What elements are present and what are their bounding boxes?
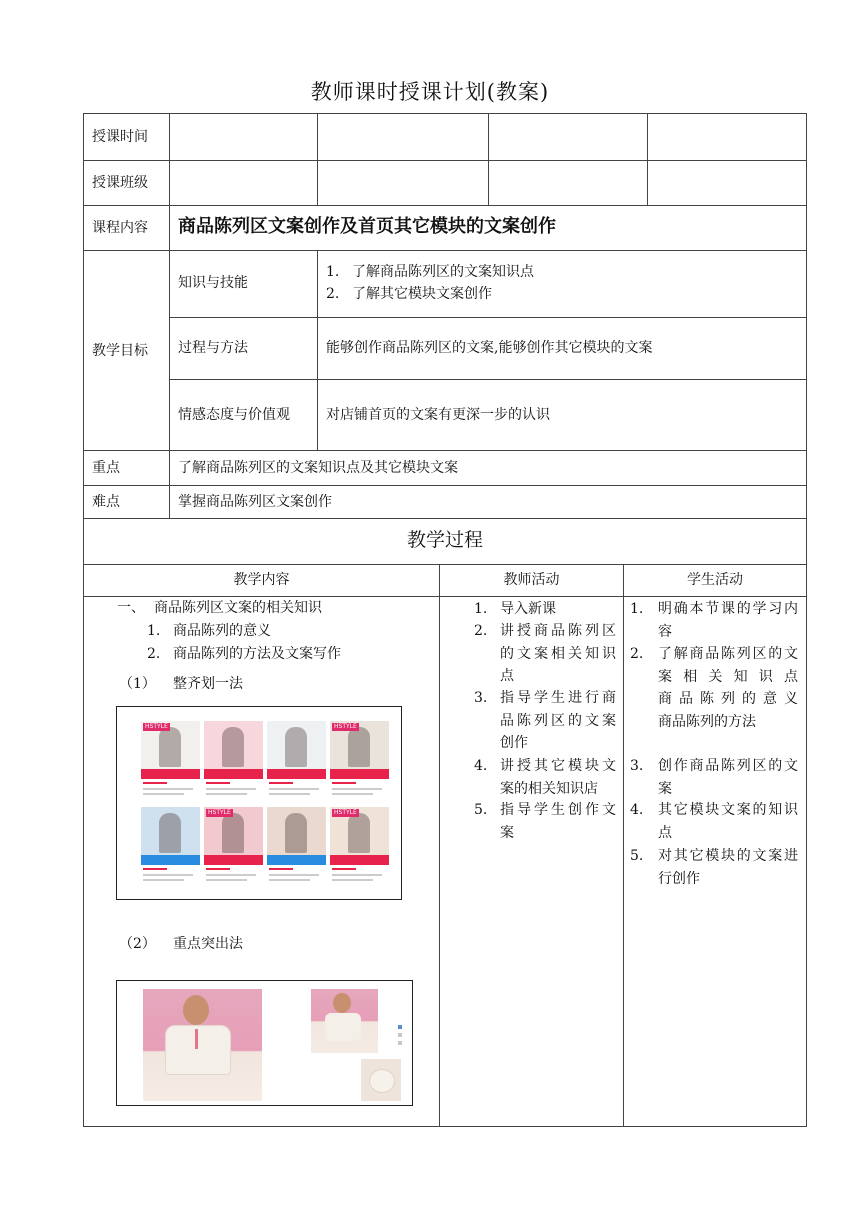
- cell-time-4: [647, 113, 807, 161]
- teacher-activity-item-3-line: 创作: [500, 735, 528, 751]
- product-tile: [267, 721, 326, 799]
- page-title: 教师课时授课计划(教案): [310, 80, 550, 104]
- brand-tag: HSTYLE: [145, 723, 168, 730]
- cell-class-2: [317, 160, 489, 206]
- method1-title: 整齐划一法: [173, 676, 243, 692]
- student-activity-item-2-line: 了解商品陈列区的文: [658, 646, 798, 662]
- brand-tag: HSTYLE: [208, 809, 231, 816]
- cell-class-4: [647, 160, 807, 206]
- process-heading: 教学过程: [406, 529, 483, 551]
- teacher-activity-item-2-line: 的文案相关知识: [500, 645, 616, 662]
- teacher-activity-item-3-line: 品陈列区的文案: [500, 712, 616, 729]
- method1-number: （1）: [119, 676, 156, 692]
- teacher-activity-item-3-line: 指导学生进行商: [500, 690, 616, 706]
- col-teacher-header: 教师活动: [503, 572, 560, 588]
- teacher-activity-num-1: 1.: [474, 601, 488, 617]
- brand-tag: HSTYLE: [334, 723, 357, 730]
- student-activity-num-4: 4.: [630, 802, 644, 818]
- sub-num-2: 2.: [147, 646, 161, 662]
- cell-time-1: [169, 113, 318, 161]
- knowledge-num-1: 1.: [326, 264, 340, 280]
- student-activity-item-3-line: 案: [658, 780, 672, 797]
- student-activity-num-2: 2.: [630, 646, 644, 662]
- student-activity-item-5-line: 行创作: [658, 870, 700, 887]
- teacher-activity-num-5: 5.: [474, 802, 488, 818]
- content-label: 课程内容: [92, 220, 148, 236]
- student-activity-item-5-line: 对其它模块的文案进: [658, 848, 798, 864]
- teacher-activity-item-5-line: 案: [500, 824, 514, 841]
- student-activity-num-5: 5.: [630, 848, 644, 864]
- class-label: 授课班级: [92, 175, 148, 191]
- product-grid-image: [116, 706, 402, 900]
- sub-item-1: 商品陈列的意义: [173, 623, 271, 639]
- goal-label: 教学目标: [92, 343, 148, 359]
- cell-class-1: [169, 160, 318, 206]
- section-number: 一、: [117, 600, 145, 616]
- teacher-activity-item-2-line: 讲授商品陈列区: [500, 623, 616, 639]
- brand-tag: HSTYLE: [334, 809, 357, 816]
- product-tile: [141, 721, 200, 799]
- teacher-activity-num-4: 4.: [474, 758, 488, 774]
- knowledge-num-2: 2.: [326, 286, 340, 302]
- method2-number: （2）: [119, 936, 156, 952]
- highlight-layout-image: [116, 980, 413, 1106]
- key-value: 了解商品陈列区的文案知识点及其它模块文案: [178, 460, 458, 476]
- student-activity-item-4-line: 点: [658, 824, 672, 841]
- student-activity-num-3: 3.: [630, 758, 644, 774]
- student-activity-item-2-line: 商品陈列的方法: [658, 713, 756, 730]
- model-photo-large: [143, 989, 262, 1101]
- teacher-activity-num-3: 3.: [474, 690, 488, 706]
- teacher-activity-num-2: 2.: [474, 623, 488, 639]
- content-value: 商品陈列区文案创作及首页其它模块的文案创作: [178, 216, 556, 237]
- product-tile: [267, 807, 326, 885]
- cell-time-3: [488, 113, 648, 161]
- product-tile: [141, 807, 200, 885]
- time-label: 授课时间: [92, 129, 148, 145]
- student-activity-item-4-line: 其它模块文案的知识: [658, 802, 798, 818]
- process-label: 过程与方法: [178, 340, 248, 356]
- teacher-activity-item-4-line: 讲授其它模块文: [500, 758, 616, 774]
- knowledge-item-2: 了解其它模块文案创作: [352, 286, 492, 302]
- process-value: 能够创作商品陈列区的文案,能够创作其它模块的文案: [326, 340, 653, 356]
- col-content-header: 教学内容: [233, 572, 290, 588]
- emotion-value: 对店铺首页的文案有更深一步的认识: [326, 407, 550, 423]
- cell-time-2: [317, 113, 489, 161]
- teacher-activity-item-2-line: 点: [500, 668, 514, 684]
- product-tile: [330, 721, 389, 799]
- difficulty-label: 难点: [92, 494, 120, 510]
- student-activity-item-2-line: 商品陈列的意义: [658, 691, 798, 707]
- col-student-header: 学生活动: [687, 572, 743, 588]
- sub-num-1: 1.: [147, 623, 161, 639]
- side-dots: [398, 1025, 402, 1047]
- product-tile: [204, 807, 263, 885]
- knowledge-label: 知识与技能: [178, 275, 248, 291]
- student-activity-item-3-line: 创作商品陈列区的文: [658, 758, 798, 774]
- student-activity-item-1-line: 明确本节课的学习内: [658, 601, 798, 617]
- sub-item-2: 商品陈列的方法及文案写作: [173, 646, 341, 662]
- section-title: 商品陈列区文案的相关知识: [154, 600, 322, 616]
- teacher-activity-item-4-line: 案的相关知识店: [500, 780, 598, 797]
- student-activity-item-2-line: 案相关知识点: [658, 668, 798, 685]
- teacher-activity-item-1-line: 导入新课: [500, 601, 556, 617]
- detail-photo: [361, 1059, 401, 1101]
- product-tile: [330, 807, 389, 885]
- knowledge-item-1: 了解商品陈列区的文案知识点: [352, 264, 534, 280]
- model-photo-small: [311, 989, 378, 1053]
- emotion-label: 情感态度与价值观: [178, 407, 290, 423]
- key-label: 重点: [92, 460, 120, 476]
- difficulty-value: 掌握商品陈列区文案创作: [178, 494, 332, 510]
- student-activity-item-1-line: 容: [658, 623, 672, 640]
- cell-class-3: [488, 160, 648, 206]
- student-activity-num-1: 1.: [630, 601, 644, 617]
- product-tile: [204, 721, 263, 799]
- teacher-activity-item-5-line: 指导学生创作文: [500, 802, 616, 818]
- method2-title: 重点突出法: [173, 936, 243, 952]
